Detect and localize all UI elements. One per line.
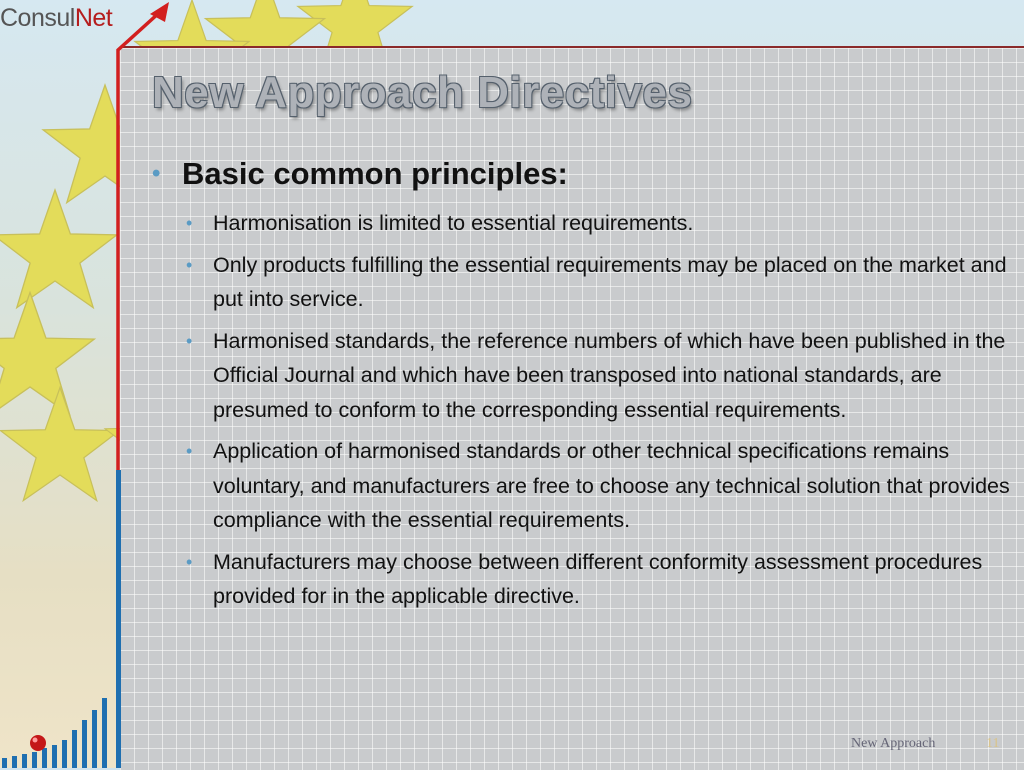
slide-content — [152, 152, 1014, 621]
sub-bullet-item — [152, 248, 1014, 317]
bullet-icon: • — [186, 254, 193, 275]
sub-bullet-text: Application of harmonised standards or other technical specifications remains voluntary, and manufacturers are free to choose any technical solution that provides compliance with the essential requirements. — [213, 439, 1010, 532]
bullet-icon: • — [186, 213, 193, 233]
sub-bullet-list — [152, 206, 1014, 614]
sub-bullet-item — [152, 545, 1014, 614]
logo-text-consul: Consul — [0, 4, 75, 32]
sub-bullet-item — [152, 324, 1014, 428]
sub-bullet-item — [152, 206, 1014, 241]
bar-graph-icon — [2, 698, 107, 768]
page-number: 11 — [986, 736, 1000, 751]
sub-bullet-text: Only products fulfilling the essential requirements may be placed on the market and put into service. — [213, 252, 1007, 311]
bullet-icon: • — [186, 551, 193, 572]
slide-title: New Approach Directives — [152, 68, 693, 117]
red-ball-icon — [30, 735, 46, 751]
bullet-icon: • — [152, 160, 161, 187]
sub-bullet-text: Harmonised standards, the reference numbers of which have been published in the Official Journal and which have been transposed into national standards, are presumed to conform to the corresponding essential requirements. — [213, 328, 1006, 422]
sub-bullet-text: Manufacturers may choose between different conformity assessment procedures provided for in the applicable directive. — [213, 549, 983, 608]
sub-bullet-item — [152, 434, 1014, 538]
bullet-icon: • — [186, 441, 193, 461]
main-bullet-text: Basic common principles: — [182, 156, 568, 191]
footer-text: New Approach — [851, 736, 936, 751]
main-bullet — [152, 152, 1014, 196]
sub-bullet-text: Harmonisation is limited to essential requirements. — [213, 211, 694, 235]
logo-text-net: Net — [74, 4, 113, 32]
bullet-icon: • — [186, 330, 193, 351]
consulnet-logo — [0, 4, 112, 33]
